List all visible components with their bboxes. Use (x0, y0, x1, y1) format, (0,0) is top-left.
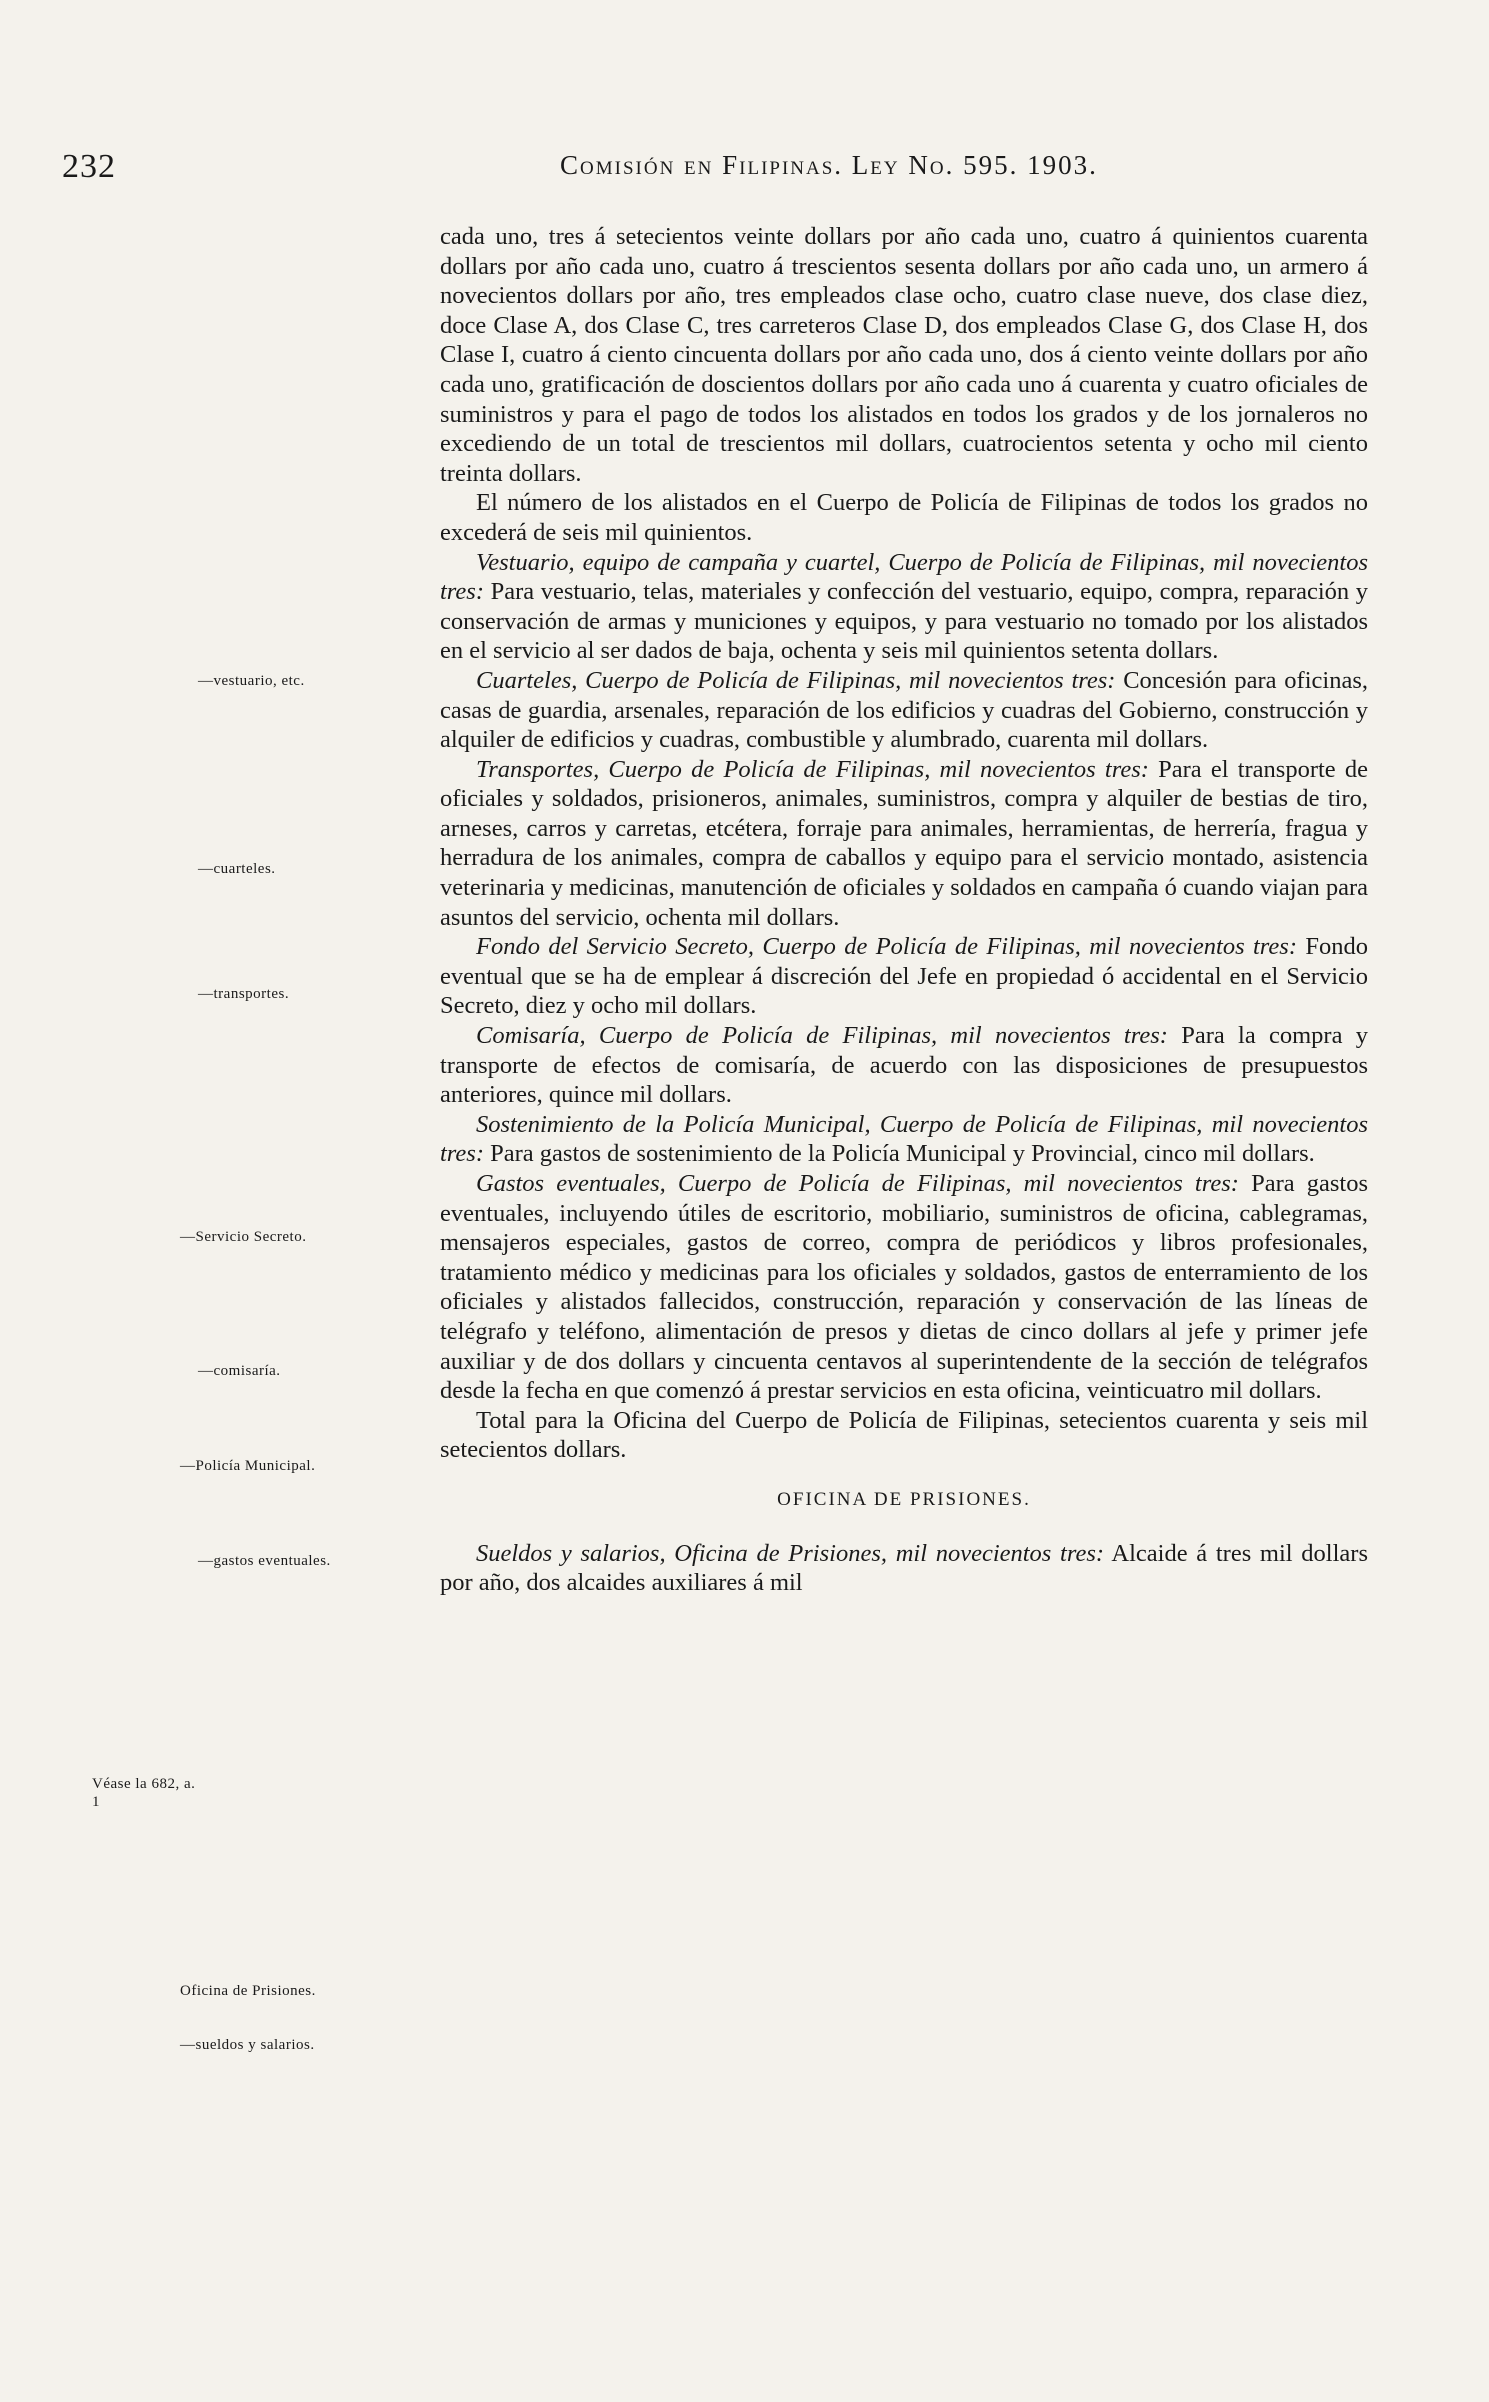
paragraph-text: Concesión para oficinas, casas de guardia, arsenales, reparación de los edificios y cuadras del Gobierno, construcción y alquiler de edificios y cuadras, combustible y alumbrado, cuarenta mil dollars. (440, 666, 1368, 754)
paragraph-text: Para la compra y transporte de efectos de comisaría, de acuerdo con las disposiciones de presupuestos anteriores, quince mil dollars. (440, 1022, 1369, 1109)
paragraph-servicio-secreto (440, 932, 1368, 1021)
margin-note-servicio-secreto: —Servicio Secreto. (180, 1229, 307, 1245)
paragraph-text: Alcaide á tres mil dollars por año, dos alcaides auxiliares á mil (440, 1539, 1368, 1597)
running-head: Comisión en Filipinas. Ley No. 595. 1903. (560, 150, 1098, 180)
margin-note-comisaria: —comisaría. (198, 1363, 281, 1379)
paragraph-text: Para vestuario, telas, materiales y confección del vestuario, equipo, compra, reparación y conservación de armas y municiones y equipos, y para vestuario no tomado por los alistados en el servicio al ser dados de baja, ochenta y seis mil quinientos setenta dollars. (440, 578, 1368, 665)
paragraph-title: Transportes, Cuerpo de Policía de Filipinas, mil novecientos tres: (476, 755, 1149, 783)
paragraph-transportes (440, 755, 1368, 933)
paragraph-vestuario (440, 548, 1368, 666)
margin-note-cuarteles: —cuarteles. (198, 861, 276, 877)
paragraph-title: Sueldos y salarios, Oficina de Prisiones, mil novecientos tres: (476, 1539, 1105, 1567)
paragraph-sueldos-salarios (440, 1539, 1368, 1598)
paragraph-gastos-eventuales (440, 1169, 1368, 1406)
paragraph-title: Comisaría, Cuerpo de Policía de Filipinas, mil novecientos tres: (476, 1022, 1168, 1050)
paragraph-title: Cuarteles, Cuerpo de Policía de Filipinas, mil novecientos tres: (476, 666, 1116, 694)
margin-note-transportes: —transportes. (198, 986, 290, 1002)
paragraph-text: Para gastos de sostenimiento de la Policía Municipal y Provincial, cinco mil dollars. (484, 1140, 1315, 1168)
margin-note-oficina-prisiones: Oficina de Prisiones. (180, 1983, 316, 1999)
paragraph-title: Gastos eventuales, Cuerpo de Policía de Filipinas, mil novecientos tres: (476, 1170, 1239, 1197)
paragraph-comisaria (440, 1021, 1368, 1110)
paragraph-title: Sostenimiento de la Policía Municipal, Cuerpo de Policía de Filipinas, mil novecientos tres: (440, 1110, 1368, 1168)
paragraph-text: Fondo eventual que se ha de emplear á discreción del Jefe en propiedad ó accidental en el Servicio Secreto, diez y ocho mil dollars. (440, 933, 1368, 1020)
paragraph-text: Para gastos eventuales, incluyendo útiles de escritorio, mobiliario, suministros de oficina, cablegramas, mensajeros especiales, gastos de correo, compra de periódicos y libros profesionales, tratamiento médico y medicinas para los oficiales y soldados, gastos de enterramiento de los oficiales y alistados fallecidos, construcción, reparación y conservación de las líneas de telégrafo y teléfono, alimentación de presos y dietas de cinco dollars al jefe y primer jefe auxiliar y de dos dollars y cincuenta centavos al superintendente de la sección de telégrafos desde la fecha en que comenzó á prestar servicios en esta oficina, veinticuatro mil dollars. (440, 1170, 1368, 1405)
margin-note-sueldos-salarios: —sueldos y salarios. (180, 2037, 315, 2053)
paragraph-cuarteles (440, 666, 1368, 755)
margin-note-vestuario: —vestuario, etc. (198, 673, 305, 689)
paragraph-numero-alistados: El número de los alistados en el Cuerpo de Policía de Filipinas de todos los grados no excederá de seis mil quinientos. (440, 489, 1368, 546)
body-text (440, 222, 1368, 1598)
paragraph-text: Para el transporte de oficiales y soldados, prisioneros, animales, suministros, compra y alquiler de bestias de tiro, arneses, carros y carretas, etcétera, forraje para animales, herramientas, de herrería, fragua y herradura de los animales, compra de caballos y equipo para el servicio montado, asistencia veterinaria y medicinas, manutención de oficiales y soldados en campaña ó cuando viajan para asuntos del servicio, ochenta mil dollars. (440, 755, 1368, 931)
margin-note-policia-municipal: —Policía Municipal. (180, 1458, 316, 1474)
paragraph-alistados-sueldos: cada uno, tres á setecientos veinte dollars por año cada uno, cuatro á quinientos cuarenta dollars por año cada uno, cuatro á trescientos sesenta dollars por año cada uno, un armero á novecientos dollars por año, tres empleados clase ocho, cuatro clase nueve, dos clase diez, doce Clase A, dos Clase C, tres carreteros Clase D, dos empleados Clase G, dos Clase H, dos Clase I, cuatro á ciento cincuenta dollars por año cada uno, dos á ciento veinte dollars por año cada uno, gratificación de doscientos dollars por año cada uno á cuarenta y cuatro oficiales de suministros y para el pago de todos los alistados en todos los grados y de los jornaleros no excediendo de un total de trescientos mil dollars, cuatrocientos setenta y ocho mil ciento treinta dollars. (440, 223, 1368, 487)
section-heading: OFICINA DE PRISIONES. (777, 1488, 1031, 1510)
paragraph-title: Vestuario, equipo de campaña y cuartel, Cuerpo de Policía de Filipinas, mil novecientos tres: (440, 548, 1368, 606)
paragraph-title: Fondo del Servicio Secreto, Cuerpo de Policía de Filipinas, mil novecientos tres: (476, 933, 1297, 961)
margin-note-vease: Véase la 682, a. 1 (92, 1776, 196, 1810)
paragraph-policia-municipal (440, 1110, 1368, 1169)
page-number: 232 (62, 148, 116, 185)
paragraph-total: Total para la Oficina del Cuerpo de Policía de Filipinas, setecientos cuarenta y seis mil setecientos dollars. (440, 1406, 1368, 1464)
margin-note-gastos-eventuales: —gastos eventuales. (198, 1553, 331, 1569)
